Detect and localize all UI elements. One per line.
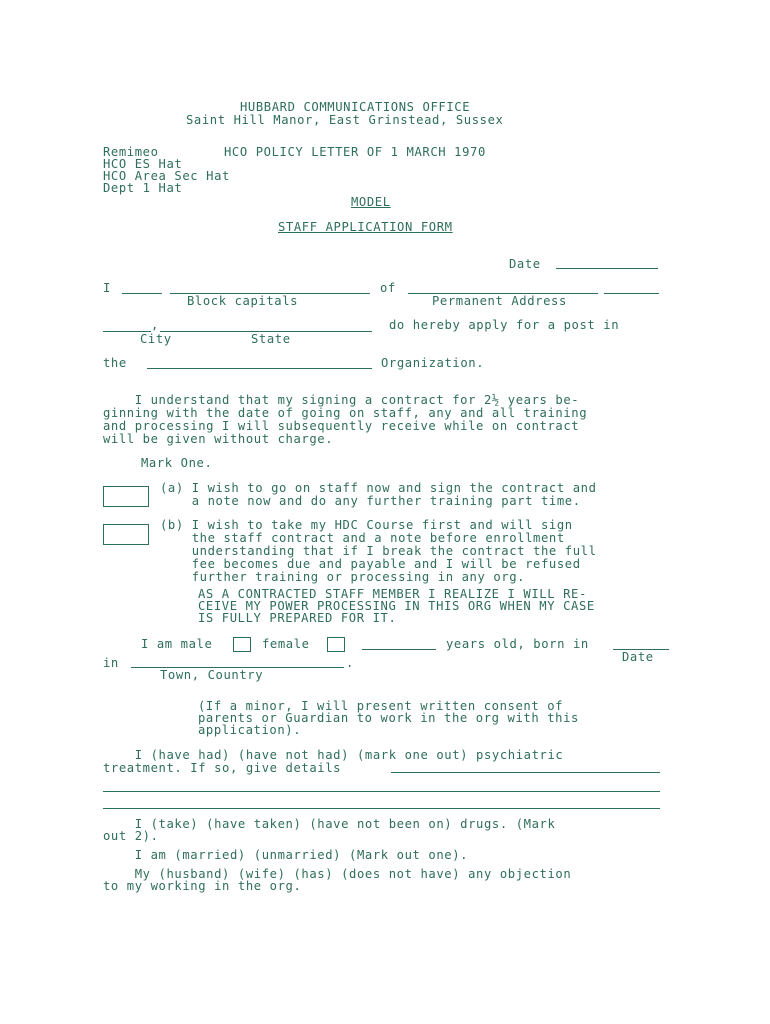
distribution-dept-hat: Dept 1 Hat (103, 181, 183, 195)
block-capitals-caption: Block capitals (187, 294, 299, 308)
agreement-paragraph-line: I understand that my signing a contract for 2½ years be- (103, 393, 580, 407)
label-the: the (103, 356, 127, 370)
permanent-address-caption: Permanent Address (432, 294, 567, 308)
psychiatric-details-field[interactable] (103, 791, 660, 792)
state-caption: State (251, 332, 291, 346)
option-a-checkbox[interactable] (103, 486, 149, 507)
sex-label: I am male (141, 637, 213, 651)
policy-letter-date: HCO POLICY LETTER OF 1 MARCH 1970 (224, 145, 486, 159)
contracted-notice: IS FULLY PREPARED FOR IT. (198, 611, 397, 625)
male-checkbox[interactable] (233, 637, 251, 652)
contracted-notice: CEIVE MY POWER PROCESSING IN THIS ORG WHEN MY CASE (198, 599, 595, 613)
spouse-objection-question: My (husband) (wife) (has) (does not have) any objection (103, 867, 572, 881)
psychiatric-question: I (have had) (have not had) (mark one out) psychiatric (103, 748, 564, 762)
drugs-question: out 2). (103, 829, 159, 843)
agreement-paragraph-line: will be given without charge. (103, 432, 334, 446)
address-field-2[interactable] (604, 293, 659, 294)
drugs-question: I (take) (have taken) (have not been on) drugs. (Mark (103, 817, 556, 831)
option-a-text: (a) I wish to go on staff now and sign the contract and (160, 481, 597, 495)
contracted-notice: AS A CONTRACTED STAFF MEMBER I REALIZE I WILL RE- (198, 587, 587, 601)
distribution-es-hat: HCO ES Hat (103, 157, 183, 171)
option-b-text: (b) I wish to take my HDC Course first and will sign (160, 518, 573, 532)
age-field[interactable] (362, 649, 436, 650)
form-title: STAFF APPLICATION FORM (278, 220, 453, 234)
option-b-checkbox[interactable] (103, 524, 149, 545)
distribution-remimeo: Remimeo (103, 145, 159, 159)
female-label: female (262, 637, 310, 651)
apply-text: do hereby apply for a post in (389, 318, 620, 332)
city-comma: , (151, 318, 159, 332)
psychiatric-question: treatment. If so, give details (103, 761, 342, 775)
minor-note: (If a minor, I will present written consent of (198, 699, 564, 713)
agreement-paragraph-line: and processing I will subsequently receive while on contract (103, 419, 580, 433)
city-caption: City (140, 332, 172, 346)
option-b-text: the staff contract and a note before enrollment (160, 531, 565, 545)
name-field-1[interactable] (122, 293, 162, 294)
minor-note: parents or Guardian to work in the org with this (198, 711, 579, 725)
birth-date-caption: Date (622, 650, 654, 664)
date-label: Date (509, 257, 541, 271)
organization-label: Organization. (381, 356, 485, 370)
town-country-caption: Town, Country (160, 668, 264, 682)
distribution-area-sec-hat: HCO Area Sec Hat (103, 169, 230, 183)
mark-one-label: Mark One. (141, 456, 213, 470)
label-in: in (103, 656, 119, 670)
marital-question: I am (married) (unmarried) (Mark out one). (103, 848, 469, 862)
option-b-text: further training or processing in any org. (160, 570, 526, 584)
document-title: MODEL (351, 195, 391, 209)
psychiatric-details-field[interactable] (103, 808, 660, 809)
minor-note: application). (198, 723, 302, 737)
option-b-text: understanding that if I break the contract the full (160, 544, 597, 558)
label-i: I (103, 281, 111, 295)
female-checkbox[interactable] (327, 637, 345, 652)
header-org-name: HUBBARD COMMUNICATIONS OFFICE (240, 100, 471, 114)
label-of: of (380, 281, 396, 295)
birthplace-dot: . (346, 656, 354, 670)
date-field[interactable] (556, 268, 658, 269)
years-old-text: years old, born in (446, 637, 589, 651)
header-address: Saint Hill Manor, East Grinstead, Sussex (186, 113, 504, 127)
option-b-text: fee becomes due and payable and I will be refused (160, 557, 581, 571)
agreement-paragraph-line: ginning with the date of going on staff, any and all training (103, 406, 588, 420)
organization-field[interactable] (147, 368, 372, 369)
option-a-text: a note now and do any further training part time. (160, 494, 581, 508)
spouse-objection-question: to my working in the org. (103, 879, 302, 893)
psychiatric-details-field[interactable] (391, 772, 660, 773)
